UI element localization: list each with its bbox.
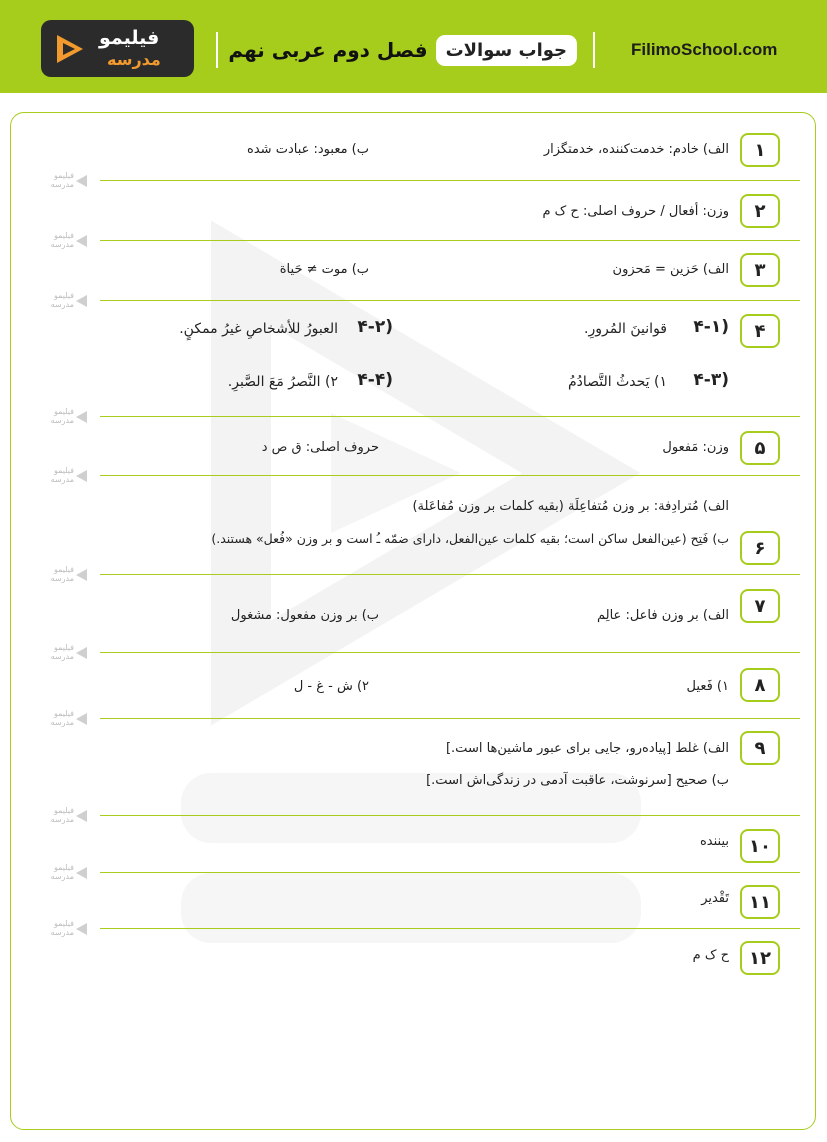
answer-text: ح ک م [692, 948, 729, 963]
sub-label: ۴-۲) [357, 317, 393, 337]
sub-label: ۴-۴) [357, 370, 393, 390]
answer-text: حروف اصلی: ق ص د [261, 440, 379, 455]
row-divider [100, 416, 800, 417]
answer-text: وزن: مَفعول [662, 440, 729, 455]
answer-text: الف) غلط [پیاده‌رو، جایی برای عبور ماشین‌ها است.] [445, 741, 729, 756]
side-mark-text: مدرسه [50, 718, 74, 727]
answer-text: ۱) فَعیل [686, 679, 729, 694]
side-mark-text: مدرسه [50, 416, 74, 425]
side-mark-text: مدرسه [50, 652, 74, 661]
side-logo-mark [30, 709, 98, 729]
side-mark-text: فیلیمو [53, 291, 74, 300]
side-mark-text: فیلیمو [53, 407, 74, 416]
answer-text: ۲) ش - غ - ل [293, 679, 369, 694]
side-logo-mark [30, 806, 98, 826]
side-mark-text: مدرسه [50, 240, 74, 249]
sub-label: ۴-۱) [693, 317, 729, 337]
title-pill: جواب سوالات [436, 35, 577, 66]
question-number: ۱ [740, 133, 780, 167]
side-logo-mark [30, 919, 98, 939]
side-logo-mark [30, 863, 98, 883]
header-bar [0, 0, 827, 93]
answer-text: وزن: أفعال / حروف اصلی: ح ک م [542, 204, 729, 219]
play-icon [76, 867, 87, 879]
answer-text: الف) حَزین = مَحزون [612, 262, 729, 277]
side-mark-text: مدرسه [50, 928, 74, 937]
question-number: ۹ [740, 731, 780, 765]
sub-label: ۴-۳) [693, 370, 729, 390]
play-icon [76, 923, 87, 935]
side-mark-text: فیلیمو [53, 643, 74, 652]
side-logo-mark [30, 466, 98, 486]
answer-text: ب) بر وزن مفعول: مشغول [230, 608, 379, 623]
answer-text: ۲) النَّصرُ مَعَ الصَّبرِ. [227, 374, 338, 390]
answer-text: بیننده [699, 834, 729, 849]
header-divider [593, 32, 595, 68]
play-icon [76, 470, 87, 482]
side-mark-text: فیلیمو [53, 863, 74, 872]
question-number: ۱۲ [740, 941, 780, 975]
side-mark-text: فیلیمو [53, 806, 74, 815]
question-number: ۱۱ [740, 885, 780, 919]
side-mark-text: مدرسه [50, 872, 74, 881]
play-icon [76, 235, 87, 247]
side-logo-mark [30, 407, 98, 427]
play-icon [76, 569, 87, 581]
side-logo-mark [30, 291, 98, 311]
title-text: فصل دوم عربی نهم [228, 38, 428, 62]
row-divider [100, 574, 800, 575]
answer-text: الف) خادم: خدمت‌کننده، خدمتگزار [543, 142, 729, 157]
question-number: ۸ [740, 668, 780, 702]
play-icon [76, 295, 87, 307]
page-title [228, 30, 577, 70]
answer-text: تَقْدیر [701, 891, 729, 906]
side-mark-text: مدرسه [50, 180, 74, 189]
play-icon [76, 810, 87, 822]
play-icon [76, 175, 87, 187]
brand-logo[interactable] [41, 20, 194, 77]
answer-text: ب) معبود: عبادت شده [247, 142, 369, 157]
answer-text: قوانینَ المُرورِ. [584, 321, 667, 337]
play-icon [76, 647, 87, 659]
side-logo-mark [30, 643, 98, 663]
question-number: ۱۰ [740, 829, 780, 863]
row-divider [100, 180, 800, 181]
header-divider [216, 32, 218, 68]
site-url[interactable]: FilimoSchool.com [631, 40, 778, 59]
side-mark-text: فیلیمو [53, 171, 74, 180]
play-icon [76, 411, 87, 423]
side-mark-text: فیلیمو [53, 709, 74, 718]
row-divider [100, 815, 800, 816]
answer-text: الف) مُترادِفة: بر وزن مُتفاعِلَة (بقیه کلمات بر وزن مُفاعَلة) [412, 499, 729, 514]
side-logo-mark [30, 171, 98, 191]
row-divider [100, 872, 800, 873]
answer-text: ۱) یَحدثُ التَّصادُمُ [567, 374, 667, 390]
row-divider [100, 652, 800, 653]
side-mark-text: مدرسه [50, 815, 74, 824]
question-number: ۳ [740, 253, 780, 287]
row-divider [100, 300, 800, 301]
question-number: ۲ [740, 194, 780, 228]
row-divider [100, 928, 800, 929]
row-divider [100, 475, 800, 476]
side-logo-mark [30, 565, 98, 585]
answer-text: ب) صحیح [سرنوشت، عاقبت آدمی در زندگی‌اش است.] [426, 773, 729, 788]
side-mark-text: فیلیمو [53, 231, 74, 240]
answer-text: ب) فَتِح (عین‌الفعل ساکن است؛ بقیه کلمات عین‌الفعل، دارای ضمّه ـُ است و بر وزن «فُعل» هستند.) [211, 531, 729, 546]
side-mark-text: مدرسه [50, 475, 74, 484]
logo-text-bottom: مدرسه [107, 50, 161, 69]
side-mark-text: فیلیمو [53, 565, 74, 574]
play-icon [76, 713, 87, 725]
side-mark-text: مدرسه [50, 574, 74, 583]
side-mark-text: فیلیمو [53, 466, 74, 475]
side-mark-text: مدرسه [50, 300, 74, 309]
answer-text: ب) موت ≠ حَیاة [279, 262, 369, 277]
row-divider [100, 718, 800, 719]
side-logo-mark [30, 231, 98, 251]
logo-text-top: فیلیمو [99, 27, 160, 49]
answer-text: الف) بر وزن فاعل: عالِم [596, 608, 729, 623]
side-mark-text: فیلیمو [53, 919, 74, 928]
question-number: ۵ [740, 431, 780, 465]
question-number: ۶ [740, 531, 780, 565]
play-icon [53, 31, 89, 67]
row-divider [100, 240, 800, 241]
question-number: ۷ [740, 589, 780, 623]
question-number: ۴ [740, 314, 780, 348]
answer-text: العبورُ للأشخاصِ غیرُ ممکنٍ. [179, 321, 338, 337]
